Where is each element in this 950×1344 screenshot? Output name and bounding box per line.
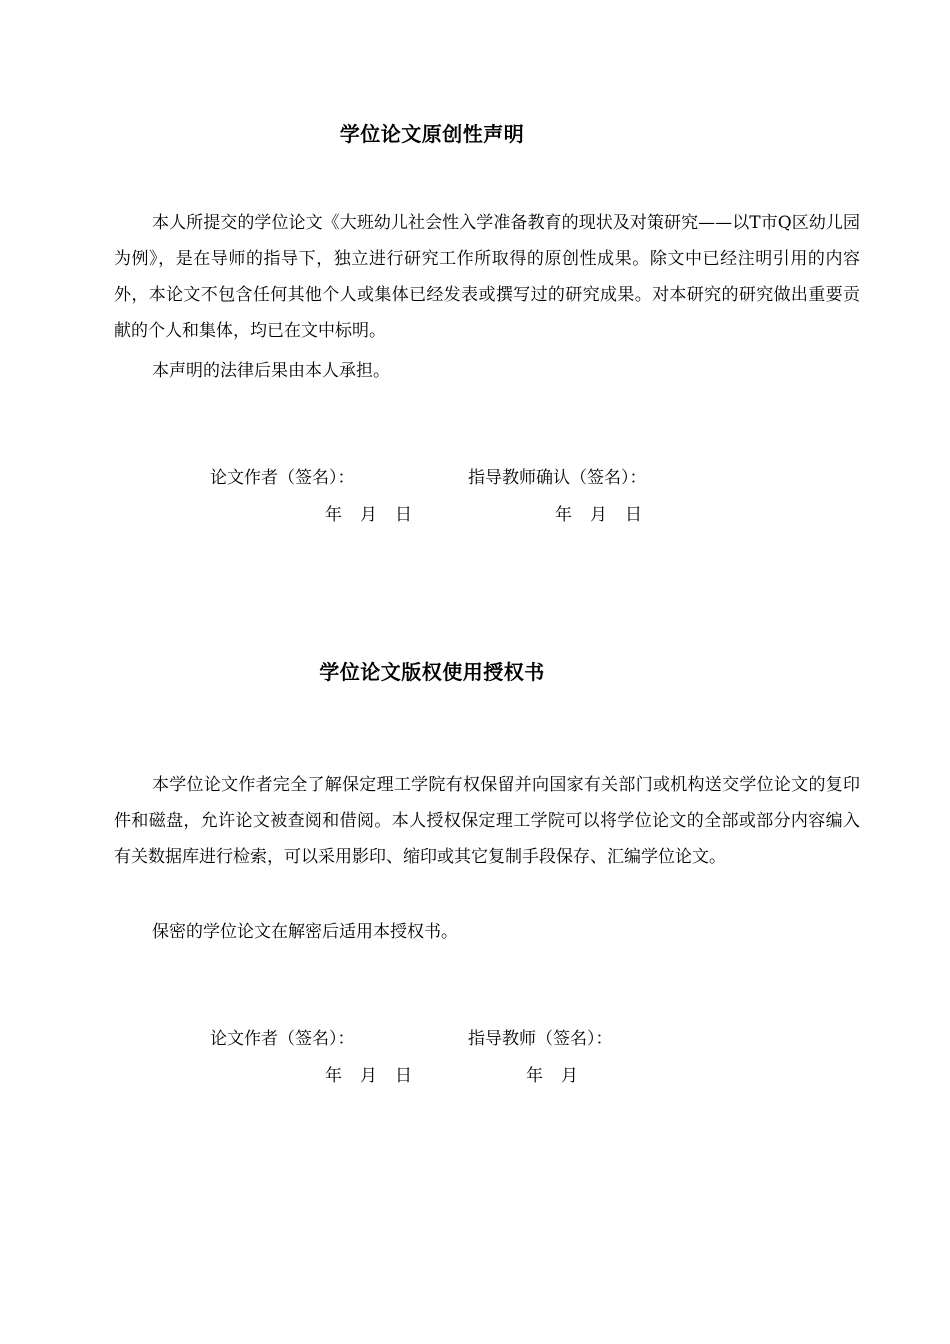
- day-label: 日: [395, 1066, 412, 1086]
- year-label: 年: [325, 1066, 342, 1086]
- month-label: 月: [360, 505, 377, 525]
- declaration-advisor-date: [555, 503, 642, 527]
- declaration-paragraph-1: 本人所提交的学位论文《大班幼儿社会性入学准备教育的现状及对策研究——以T市Q区幼儿园为例》，是在导师的指导下，独立进行研究工作所取得的原创性成果。除文中已经注明引用的内容外，本论文不包含任何其他个人或集体已经发表或撰写过的研究成果。对本研究的研究做出重要贡献的个人和集体，均已在文中标明。: [114, 213, 860, 341]
- declaration-title: 学位论文原创性声明: [339, 122, 525, 146]
- authorization-advisor-signature-label: 指导教师（签名）：: [468, 1029, 613, 1049]
- day-label: 日: [625, 505, 642, 525]
- declaration-author-date: [325, 503, 412, 527]
- authorization-title: 学位论文版权使用授权书: [319, 660, 545, 684]
- authorization-author-date: [325, 1064, 412, 1088]
- authorization-paragraph-1: 本学位论文作者完全了解保定理工学院有权保留并向国家有关部门或机构送交学位论文的复印件和磁盘，允许论文被查阅和借阅。本人授权保定理工学院可以将学位论文的全部或部分内容编入有关数据库进行检索，可以采用影印、缩印或其它复制手段保存、汇编学位论文。: [114, 775, 860, 867]
- year-label: 年: [325, 505, 342, 525]
- month-label: 月: [561, 1066, 578, 1086]
- authorization-author-signature-label: 论文作者（签名）：: [210, 1029, 355, 1049]
- declaration-paragraph-2: 本声明的法律后果由本人承担。: [152, 361, 390, 381]
- declaration-advisor-signature-label: 指导教师确认（签名）：: [468, 468, 647, 488]
- year-label: 年: [526, 1066, 543, 1086]
- month-label: 月: [590, 505, 607, 525]
- day-label: 日: [395, 505, 412, 525]
- declaration-author-signature-label: 论文作者（签名）：: [210, 468, 355, 488]
- month-label: 月: [360, 1066, 377, 1086]
- year-label: 年: [555, 505, 572, 525]
- authorization-paragraph-2: 保密的学位论文在解密后适用本授权书。: [152, 922, 458, 942]
- authorization-advisor-date: [526, 1064, 578, 1088]
